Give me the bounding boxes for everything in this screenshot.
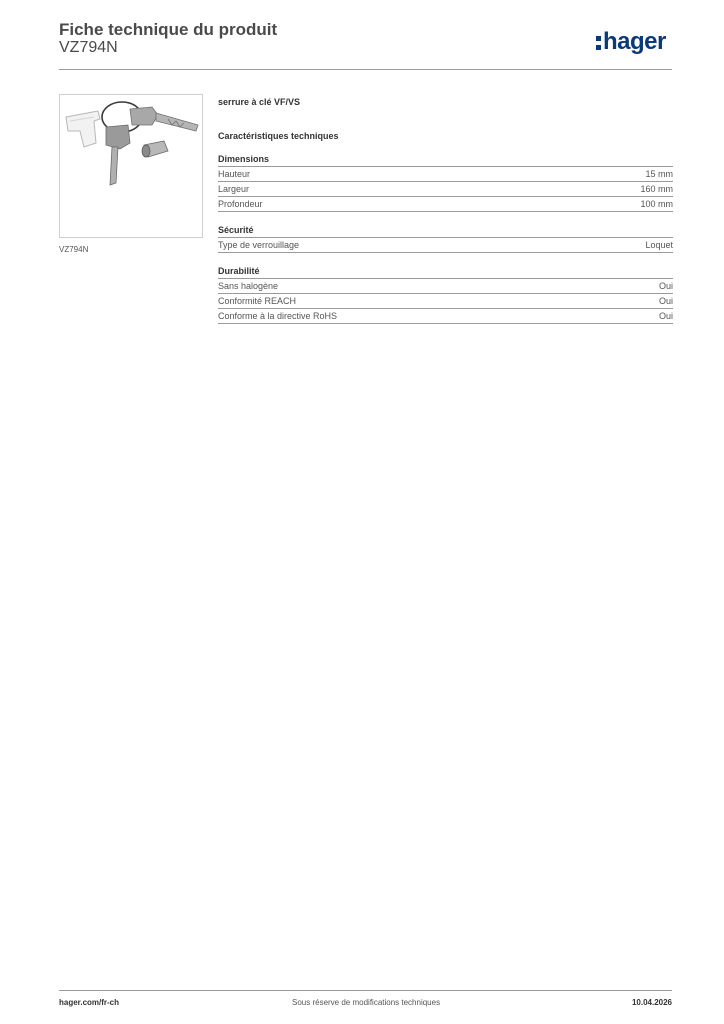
image-caption: VZ794N <box>59 245 89 254</box>
group-dimensions <box>218 154 673 212</box>
product-details <box>218 97 673 324</box>
spec-value: 160 mm <box>640 184 673 194</box>
spec-value: 15 mm <box>645 169 673 179</box>
spec-row <box>218 182 673 197</box>
spec-label: Conformité REACH <box>218 296 297 306</box>
spec-row <box>218 294 673 309</box>
spec-label: Profondeur <box>218 199 263 209</box>
spec-label: Largeur <box>218 184 250 194</box>
product-name: serrure à clé VF/VS <box>218 97 301 107</box>
spec-label: Sans halogène <box>218 281 279 291</box>
footer-date: 10.04.2026 <box>631 998 672 1007</box>
spec-row <box>218 238 673 253</box>
spec-label: Conforme à la directive RoHS <box>218 311 338 321</box>
logo-dots-icon <box>596 33 602 51</box>
spec-row <box>218 309 673 324</box>
spec-row <box>218 279 673 294</box>
spec-row <box>218 167 673 182</box>
footer-website-link[interactable]: hager.com/fr-ch <box>59 998 120 1007</box>
group-security <box>218 225 673 253</box>
footer-divider <box>59 990 672 991</box>
spec-value: Oui <box>658 311 673 321</box>
spec-value: 100 mm <box>640 199 673 209</box>
spec-value: Loquet <box>645 240 673 250</box>
brand-logo <box>596 28 666 56</box>
section-heading: Caractéristiques techniques <box>218 131 339 141</box>
brand-name: hager <box>603 28 666 55</box>
group-title: Sécurité <box>218 225 673 238</box>
product-image <box>59 94 203 238</box>
spec-row <box>218 197 673 212</box>
footer-notice: Sous réserve de modifications techniques <box>292 998 441 1007</box>
group-durability <box>218 266 673 324</box>
spec-label: Type de verrouillage <box>218 240 300 250</box>
group-title: Durabilité <box>218 266 673 279</box>
spec-value: Oui <box>658 281 673 291</box>
spec-label: Hauteur <box>218 169 251 179</box>
header-divider <box>59 69 672 70</box>
spec-value: Oui <box>658 296 673 306</box>
page-title: Fiche technique du produit <box>59 20 278 39</box>
product-code: VZ794N <box>59 39 118 56</box>
group-title: Dimensions <box>218 154 673 167</box>
key-lock-icon <box>60 95 202 237</box>
